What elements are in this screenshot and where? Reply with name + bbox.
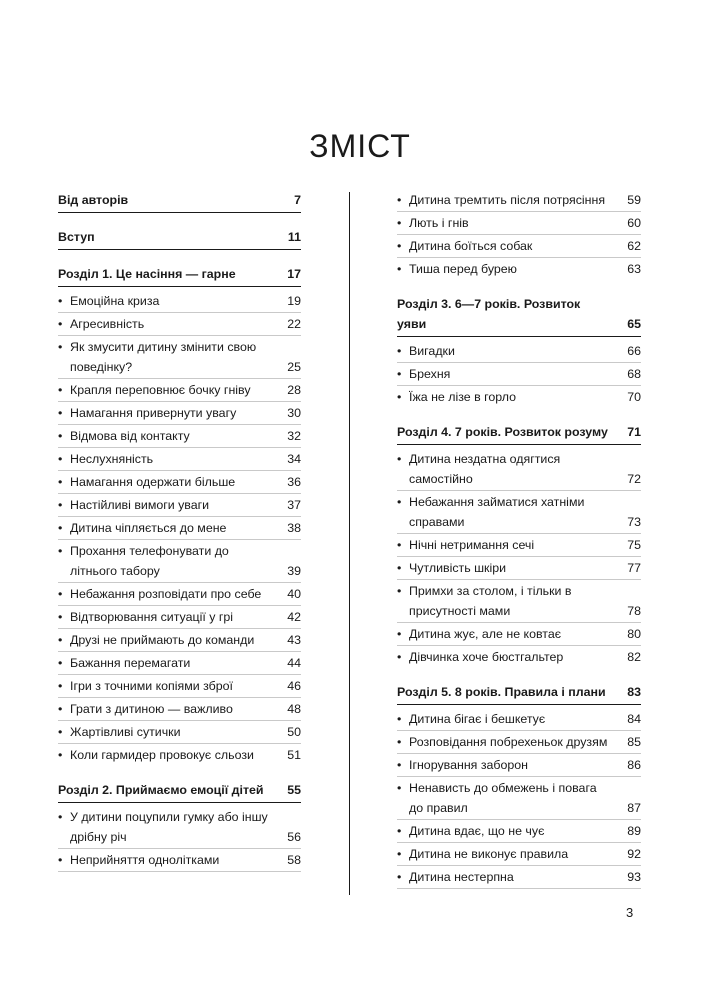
bullet-icon: • [397, 239, 402, 253]
page-ref: 44 [287, 656, 301, 670]
toc-item-row [397, 821, 641, 843]
bullet-icon: • [58, 853, 63, 867]
bullet-icon: • [397, 627, 402, 641]
page-ref: 70 [627, 390, 641, 404]
toc-right-column [397, 190, 641, 890]
item-title: Їжа не лізе в горло [409, 390, 516, 404]
toc-item-row [58, 653, 301, 675]
item-title: Жартівливі сутички [70, 725, 181, 739]
bullet-icon: • [397, 452, 402, 466]
page-ref: 17 [287, 267, 301, 281]
page-ref: 83 [627, 685, 641, 699]
item-title: Дівчинка хоче бюстгальтер [409, 650, 564, 664]
toc-item-row [397, 624, 641, 646]
toc-item-row [397, 647, 641, 668]
toc-item-row [58, 472, 301, 494]
page-ref: 75 [627, 538, 641, 552]
bullet-icon: • [58, 429, 63, 443]
item-title: Дитина чіпляється до мене [70, 521, 227, 535]
page-ref: 48 [287, 702, 301, 716]
toc-item-row [397, 732, 641, 754]
bullet-icon: • [397, 367, 402, 381]
page-ref: 59 [627, 193, 641, 207]
toc-chapter-row [58, 780, 301, 803]
bullet-icon: • [397, 495, 402, 509]
toc-item-row [397, 236, 641, 258]
toc-item-row [58, 676, 301, 698]
toc-item-row [397, 581, 641, 623]
page-ref: 62 [627, 239, 641, 253]
page-ref: 25 [287, 360, 301, 374]
item-title: Прохання телефонувати до літнього табору [70, 544, 229, 578]
item-title: Друзі не приймають до команди [70, 633, 255, 647]
item-title: Лють і гнів [409, 216, 469, 230]
bullet-icon: • [58, 610, 63, 624]
bullet-icon: • [397, 262, 402, 276]
page-ref: 30 [287, 406, 301, 420]
item-title: Грати з дитиною — важливо [70, 702, 233, 716]
toc-item-row [397, 709, 641, 731]
bullet-icon: • [58, 633, 63, 647]
item-title: Брехня [409, 367, 451, 381]
page-number: 3 [626, 905, 634, 920]
bullet-icon: • [58, 406, 63, 420]
page-ref: 63 [627, 262, 641, 276]
bullet-icon: • [397, 781, 402, 795]
page-title: ЗМІСТ [309, 128, 411, 164]
item-title: Дитина не виконує правила [409, 847, 569, 861]
item-title: Настійливі вимоги уваги [70, 498, 210, 512]
column-divider [349, 192, 350, 895]
toc-item-row [58, 449, 301, 471]
bullet-icon: • [58, 656, 63, 670]
page-ref: 55 [287, 783, 301, 797]
page-ref: 43 [287, 633, 301, 647]
page-ref: 93 [627, 870, 641, 884]
page-ref: 28 [287, 383, 301, 397]
page-ref: 58 [287, 853, 301, 867]
toc-chapter-row [58, 190, 301, 213]
bullet-icon: • [58, 452, 63, 466]
toc-item-row [397, 449, 641, 491]
chapter-title: Розділ 2. Приймаємо емоції дітей [58, 783, 264, 797]
toc-item-row [397, 755, 641, 777]
page-ref: 46 [287, 679, 301, 693]
item-title: Емоційна криза [70, 294, 160, 308]
item-title: Агресивність [70, 317, 145, 331]
toc-item-row [58, 850, 301, 872]
toc-chapter-row [397, 422, 641, 445]
toc-item-row [397, 535, 641, 557]
toc-item-row [58, 630, 301, 652]
chapter-title: Розділ 5. 8 років. Правила і плани [397, 685, 606, 699]
bullet-icon: • [58, 702, 63, 716]
toc-item-row [58, 380, 301, 402]
toc-chapter-row [397, 294, 641, 337]
bullet-icon: • [397, 561, 402, 575]
page-ref: 7 [294, 193, 301, 207]
page-ref: 36 [287, 475, 301, 489]
chapter-title: Вступ [58, 230, 95, 244]
bullet-icon: • [397, 847, 402, 861]
item-title: Як змусити дитину змінити свою поведінку? [70, 340, 257, 374]
toc-item-row [58, 607, 301, 629]
item-title: Дитина тремтить після потрясіння [409, 193, 606, 207]
page-ref: 37 [287, 498, 301, 512]
item-title: Дитина нездатна одягтися самостійно [409, 452, 561, 486]
item-title: Дитина жує, але не ковтає [409, 627, 562, 641]
toc-item-row [397, 558, 641, 580]
bullet-icon: • [397, 193, 402, 207]
toc-item-row [397, 844, 641, 866]
toc-item-row [58, 807, 301, 849]
page-ref: 73 [627, 515, 641, 529]
page-ref: 51 [287, 748, 301, 762]
item-title: Примхи за столом, і тільки в присутності мами [409, 584, 572, 618]
page-ref: 32 [287, 429, 301, 443]
page-ref: 65 [627, 317, 641, 331]
page-ref: 40 [287, 587, 301, 601]
item-title: Відмова від контакту [70, 429, 190, 443]
bullet-icon: • [58, 748, 63, 762]
page-ref: 84 [627, 712, 641, 726]
item-title: Дитина нестерпна [409, 870, 514, 884]
page-ref: 92 [627, 847, 641, 861]
page-ref: 38 [287, 521, 301, 535]
page-ref: 86 [627, 758, 641, 772]
bullet-icon: • [397, 650, 402, 664]
page-ref: 80 [627, 627, 641, 641]
chapter-title: Розділ 1. Це насіння — гарне [58, 267, 236, 281]
toc-item-row [58, 745, 301, 766]
page-ref: 50 [287, 725, 301, 739]
bullet-icon: • [397, 538, 402, 552]
page-ref: 56 [287, 830, 301, 844]
bullet-icon: • [58, 475, 63, 489]
toc-item-row [397, 778, 641, 820]
item-title: Намагання одержати більше [70, 475, 236, 489]
page-ref: 82 [627, 650, 641, 664]
bullet-icon: • [397, 712, 402, 726]
item-title: Ігри з точними копіями зброї [70, 679, 233, 693]
item-title: Відтворювання ситуації у грі [70, 610, 234, 624]
item-title: Ненависть до обмежень і повага до правил [409, 781, 597, 815]
page-ref: 72 [627, 472, 641, 486]
bullet-icon: • [58, 679, 63, 693]
item-title: У дитини поцупили гумку або іншу дрібну річ [70, 810, 268, 844]
toc-chapter-row [58, 264, 301, 287]
toc-item-row [58, 584, 301, 606]
toc-item-row [58, 337, 301, 379]
page-ref: 60 [627, 216, 641, 230]
item-title: Розповідання побрехеньок друзям [409, 735, 608, 749]
page-ref: 66 [627, 344, 641, 358]
toc-item-row [397, 341, 641, 363]
toc-item-row [397, 492, 641, 534]
bullet-icon: • [58, 317, 63, 331]
toc-item-row [397, 259, 641, 280]
toc-item-row [397, 190, 641, 212]
bullet-icon: • [397, 735, 402, 749]
item-title: Нічні нетримання сечі [409, 538, 535, 552]
item-title: Тиша перед бурею [409, 262, 517, 276]
toc-item-row [58, 403, 301, 425]
page-ref: 87 [627, 801, 641, 815]
chapter-title: Розділ 4. 7 років. Розвиток розуму [397, 425, 608, 439]
page-ref: 11 [287, 230, 301, 244]
item-title: Небажання розповідати про себе [70, 587, 262, 601]
toc-item-row [58, 291, 301, 313]
page-ref: 22 [287, 317, 301, 331]
toc-item-row [58, 699, 301, 721]
bullet-icon: • [397, 870, 402, 884]
bullet-icon: • [58, 294, 63, 308]
page-ref: 42 [287, 610, 301, 624]
item-title: Дитина вдає, що не чує [409, 824, 545, 838]
toc-left-column [58, 190, 301, 873]
item-title: Дитина бігає і бешкетує [409, 712, 546, 726]
page-ref: 39 [287, 564, 301, 578]
item-title: Неприйняття однолітками [70, 853, 220, 867]
bullet-icon: • [58, 544, 63, 558]
toc-item-row [397, 387, 641, 408]
toc-chapter-row [58, 227, 301, 250]
toc-item-row [58, 426, 301, 448]
bullet-icon: • [58, 810, 63, 824]
page-ref: 19 [287, 294, 301, 308]
page-ref: 68 [627, 367, 641, 381]
item-title: Дитина боїться собак [409, 239, 533, 253]
bullet-icon: • [397, 390, 402, 404]
bullet-icon: • [397, 344, 402, 358]
item-title: Коли гармидер провокує сльози [70, 748, 254, 762]
bullet-icon: • [397, 824, 402, 838]
item-title: Намагання привернути увагу [70, 406, 237, 420]
bullet-icon: • [58, 340, 63, 354]
item-title: Бажання перемагати [70, 656, 191, 670]
toc-item-row [58, 518, 301, 540]
toc-item-row [58, 495, 301, 517]
page-ref: 71 [627, 425, 641, 439]
item-title: Небажання займатися хатніми справами [409, 495, 585, 529]
bullet-icon: • [58, 725, 63, 739]
item-title: Неслухняність [70, 452, 154, 466]
page-ref: 89 [627, 824, 641, 838]
page-ref: 78 [627, 604, 641, 618]
toc-item-row [397, 213, 641, 235]
item-title: Вигадки [409, 344, 455, 358]
bullet-icon: • [397, 584, 402, 598]
bullet-icon: • [397, 758, 402, 772]
bullet-icon: • [397, 216, 402, 230]
bullet-icon: • [58, 383, 63, 397]
toc-item-row [397, 867, 641, 889]
chapter-title: Розділ 3. 6—7 років. Розвиток уяви [397, 297, 581, 331]
toc-item-row [58, 541, 301, 583]
toc-chapter-row [397, 682, 641, 705]
chapter-title: Від авторів [58, 193, 129, 207]
toc-item-row [58, 722, 301, 744]
item-title: Ігнорування заборон [409, 758, 528, 772]
toc-item-row [58, 314, 301, 336]
item-title: Крапля переповнює бочку гніву [70, 383, 251, 397]
bullet-icon: • [58, 521, 63, 535]
page-ref: 77 [627, 561, 641, 575]
toc-item-row [397, 364, 641, 386]
page-ref: 85 [627, 735, 641, 749]
bullet-icon: • [58, 587, 63, 601]
item-title: Чутливість шкіри [409, 561, 507, 575]
bullet-icon: • [58, 498, 63, 512]
page-ref: 34 [287, 452, 301, 466]
